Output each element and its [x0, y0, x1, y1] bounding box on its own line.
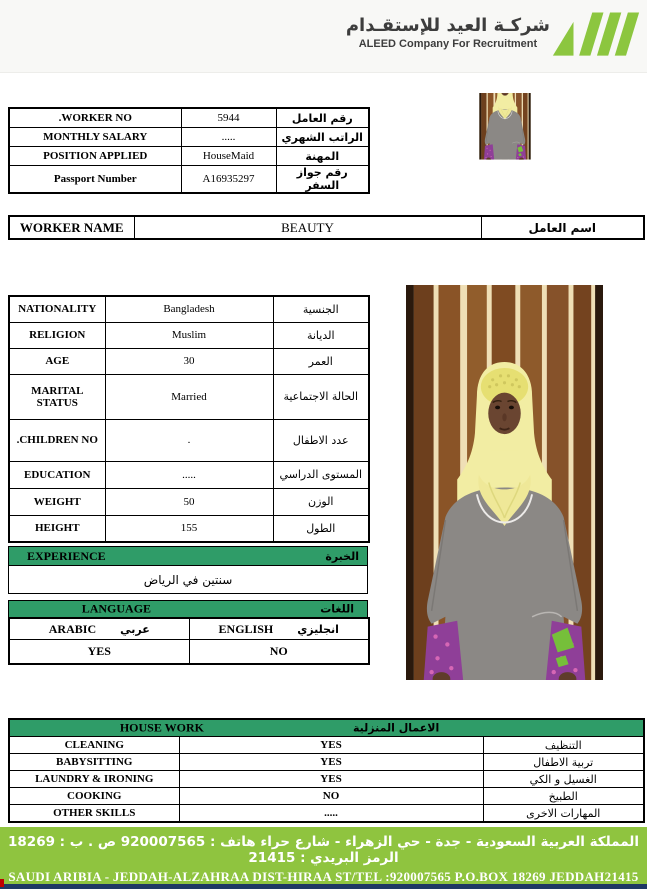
- experience-label: EXPERIENCE: [27, 548, 106, 563]
- page-bottom-strip: [0, 884, 647, 889]
- header-band: [0, 0, 647, 73]
- table-row: [9, 166, 369, 194]
- table-row: [9, 374, 369, 419]
- marital-status-label: MARITAL STATUS: [9, 374, 105, 419]
- height-label: HEIGHT: [9, 515, 105, 542]
- monthly-salary-label-ar: الراتب الشهري: [276, 128, 369, 147]
- laundry-ironing-label-ar: الغسيل و الكي: [483, 771, 644, 788]
- nationality-value: Bangladesh: [105, 296, 273, 322]
- nationality-label-ar: الجنسية: [273, 296, 369, 322]
- worker-details-table: [8, 295, 370, 543]
- laundry-ironing-label: LAUNDRY & IRONING: [9, 771, 179, 788]
- footer-address-bar: [0, 827, 647, 889]
- table-row: [9, 108, 369, 128]
- marital-status-value: Married: [105, 374, 273, 419]
- language-section-header: [8, 600, 368, 618]
- table-row: [9, 737, 644, 754]
- cooking-label-ar: الطبيخ: [483, 788, 644, 805]
- table-row: [9, 216, 644, 239]
- weight-label: WEIGHT: [9, 488, 105, 515]
- arabic-language-label-ar: عربي: [120, 622, 150, 636]
- weight-value: 50: [105, 488, 273, 515]
- worker-no-label: .WORKER NO: [9, 108, 181, 128]
- english-language-header: [189, 618, 369, 640]
- footer-address-arabic: المملكة العربية السعودية - جدة - حي الزهراء - شارع حراء هاتف : 920007565 ص . ب : 18269 الرمز البريدي : 21415: [8, 834, 639, 866]
- age-label-ar: العمر: [273, 348, 369, 374]
- worker-photo-small: [453, 93, 570, 195]
- position-applied-value: HouseMaid: [181, 147, 276, 166]
- nationality-label: NATIONALITY: [9, 296, 105, 322]
- language-label-ar: اللغات: [320, 602, 354, 616]
- religion-label-ar: الديانة: [273, 322, 369, 348]
- babysitting-value: YES: [179, 754, 483, 771]
- red-edge-mark: [0, 879, 4, 887]
- company-logo-icon: [551, 8, 641, 60]
- worker-info-table: [8, 107, 370, 194]
- education-label-ar: المستوى الدراسي: [273, 461, 369, 488]
- table-row: [9, 348, 369, 374]
- monthly-salary-value: .....: [181, 128, 276, 147]
- worker-no-value: 5944: [181, 108, 276, 128]
- table-row: [9, 488, 369, 515]
- table-row: [9, 296, 369, 322]
- passport-number-label: Passport Number: [9, 166, 181, 194]
- table-row: [9, 771, 644, 788]
- children-no-label: .CHILDREN NO: [9, 419, 105, 461]
- table-row: [9, 515, 369, 542]
- weight-label-ar: الوزن: [273, 488, 369, 515]
- table-row: [9, 640, 369, 664]
- arabic-language-label-en: ARABIC: [48, 621, 97, 636]
- company-name-english: ALEED Company For Recruitment: [358, 38, 538, 50]
- other-skills-label-ar: المهارات الاخرى: [483, 805, 644, 823]
- table-row: [9, 322, 369, 348]
- worker-photo-main: [406, 285, 603, 680]
- housework-table: [8, 718, 645, 823]
- education-value: .....: [105, 461, 273, 488]
- table-row: [9, 128, 369, 147]
- height-value: 155: [105, 515, 273, 542]
- cleaning-label: CLEANING: [9, 737, 179, 754]
- position-applied-label-ar: المهنة: [276, 147, 369, 166]
- worker-name-label-ar: اسم العامل: [481, 216, 644, 239]
- company-name-arabic: شركـة العيد للإستقـدام: [345, 15, 550, 36]
- worker-name-value: BEAUTY: [134, 216, 481, 239]
- education-label: EDUCATION: [9, 461, 105, 488]
- experience-value: سنتين في الرياض: [8, 565, 368, 594]
- age-value: 30: [105, 348, 273, 374]
- other-skills-label: OTHER SKILLS: [9, 805, 179, 823]
- table-row: [9, 805, 644, 823]
- experience-label-ar: الخبرة: [325, 549, 359, 563]
- cooking-value: NO: [179, 788, 483, 805]
- cleaning-value: YES: [179, 737, 483, 754]
- cleaning-label-ar: التنظيف: [483, 737, 644, 754]
- footer-address-english: SAUDI ARIBIA - JEDDAH-ALZAHRAA DIST-HIRAA ST/TEL :920007565 P.O.BOX 18269 JEDDAH21415: [8, 869, 639, 884]
- passport-number-value: A16935297: [181, 166, 276, 194]
- monthly-salary-label: MONTHLY SALARY: [9, 128, 181, 147]
- other-skills-value: .....: [179, 805, 483, 823]
- position-applied-label: POSITION APPLIED: [9, 147, 181, 166]
- table-row: [9, 419, 369, 461]
- religion-label: RELIGION: [9, 322, 105, 348]
- children-no-label-ar: عدد الاطفال: [273, 419, 369, 461]
- table-row: [9, 754, 644, 771]
- worker-name-label: WORKER NAME: [9, 216, 134, 239]
- english-language-label-ar: انجليزي: [297, 622, 339, 636]
- arabic-language-value: YES: [9, 640, 189, 664]
- housework-label-ar: الاعمال المنزلية: [352, 721, 440, 735]
- children-no-value: .: [105, 419, 273, 461]
- height-label-ar: الطول: [273, 515, 369, 542]
- table-row: [9, 147, 369, 166]
- housework-header-cell: [9, 719, 644, 737]
- cooking-label: COOKING: [9, 788, 179, 805]
- housework-label: HOUSE WORK: [119, 720, 204, 735]
- arabic-language-header: [9, 618, 189, 640]
- laundry-ironing-value: YES: [179, 771, 483, 788]
- housework-section-header: [9, 719, 644, 737]
- worker-name-table: [8, 215, 645, 240]
- table-row: [9, 461, 369, 488]
- language-label: LANGUAGE: [81, 601, 152, 616]
- english-language-label-en: ENGLISH: [218, 621, 274, 636]
- table-row: [9, 618, 369, 640]
- babysitting-label-ar: تربية الاطفال: [483, 754, 644, 771]
- babysitting-label: BABYSITTING: [9, 754, 179, 771]
- marital-status-label-ar: الحالة الاجتماعية: [273, 374, 369, 419]
- table-row: [9, 788, 644, 805]
- passport-number-label-ar: رقم جواز السفر: [276, 166, 369, 194]
- religion-value: Muslim: [105, 322, 273, 348]
- english-language-value: NO: [189, 640, 369, 664]
- language-table: [8, 617, 370, 665]
- experience-section-header: [8, 546, 368, 566]
- worker-no-label-ar: رقم العامل: [276, 108, 369, 128]
- company-block: [346, 15, 550, 50]
- age-label: AGE: [9, 348, 105, 374]
